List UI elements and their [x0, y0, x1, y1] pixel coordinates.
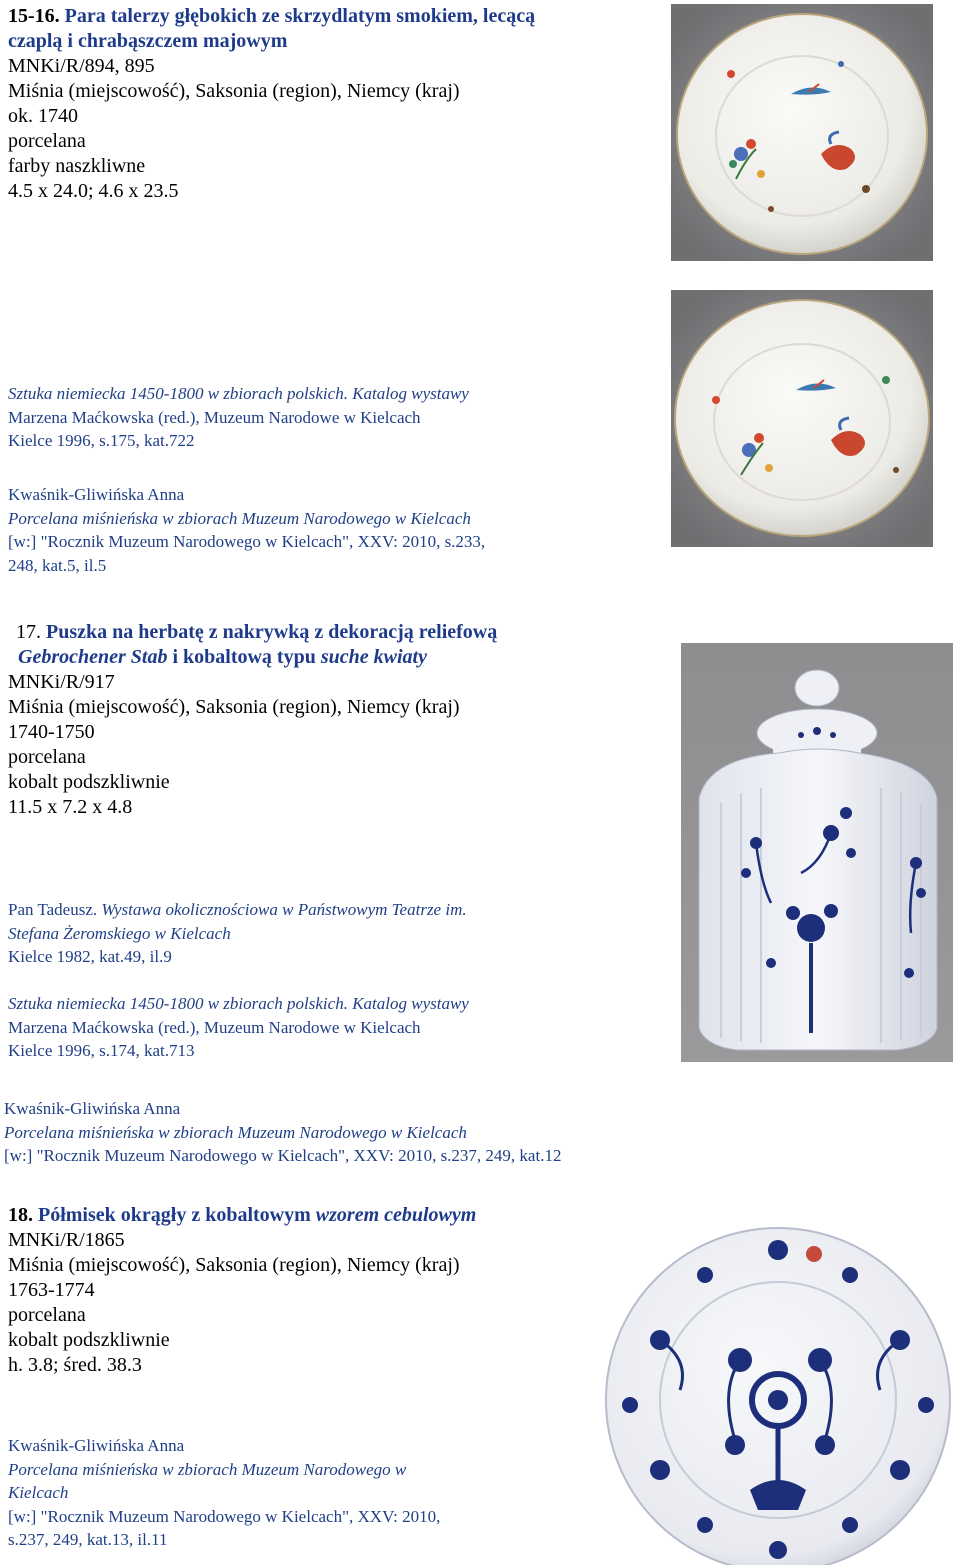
item-title-cont: Gebrochener Stab i kobaltową typu suche kwiaty — [18, 646, 427, 668]
item-title-cont: czaplą i chrabąszczem majowym — [8, 30, 288, 52]
ref-pages: Kielce 1996, s.174, kat.713 — [8, 1041, 195, 1060]
item-17-header — [16, 620, 497, 645]
place: Miśnia (miejscowość), Saksonia (region), Niemcy (kraj) — [8, 696, 460, 718]
ref-title-cont: Kielcach — [8, 1483, 69, 1502]
dimensions: h. 3.8; śred. 38.3 — [8, 1354, 142, 1376]
date: 1763-1774 — [8, 1279, 95, 1301]
technique: farby naszkliwne — [8, 155, 146, 177]
item-15-16-header — [8, 4, 535, 204]
reference-2 — [8, 992, 469, 1063]
ref-title: Sztuka niemiecka 1450-1800 w zbiorach polskich. Katalog wystawy — [8, 384, 469, 403]
item-title: 15-16. Para talerzy głębokich ze skrzydlatym smokiem, lecącą — [8, 5, 536, 27]
ref-source: [w:] "Rocznik Muzeum Narodowego w Kielcach", XXV: 2010, — [8, 1506, 441, 1526]
item-17-body — [8, 645, 460, 820]
ref-title: Porcelana miśnieńska w zbiorach Muzeum Narodowego w — [8, 1459, 407, 1479]
tea-caddy-image — [681, 643, 953, 1062]
dish-photo — [600, 1220, 955, 1565]
dimensions: 11.5 x 7.2 x 4.8 — [8, 796, 133, 818]
ref-pages: 248, kat.5, il.5 — [8, 555, 107, 575]
ref-author: Kwaśnik-Gliwińska Anna — [8, 485, 185, 504]
item-title: 17. Puszka na herbatę z nakrywką z dekoracją reliefową — [16, 621, 498, 643]
place: Miśnia (miejscowość), Saksonia (region), Niemcy (kraj) — [8, 80, 460, 102]
material: porcelana — [8, 130, 86, 152]
inventory-number: MNKi/R/917 — [8, 671, 115, 693]
ref-title: Porcelana miśnieńska w zbiorach Muzeum Narodowego w Kielcach — [4, 1122, 467, 1142]
item-title: 18. Półmisek okrągły z kobaltowym wzorem cebulowym — [8, 1204, 477, 1226]
plate-photo-2 — [671, 290, 933, 547]
date: ok. 1740 — [8, 105, 78, 127]
reference-1 — [8, 382, 469, 453]
ref-author: Kwaśnik-Gliwińska Anna — [8, 1436, 185, 1455]
ref-title: Sztuka niemiecka 1450-1800 w zbiorach polskich. Katalog wystawy — [8, 994, 469, 1013]
ref-source: [w:] "Rocznik Muzeum Narodowego w Kielcach", XXV: 2010, s.233, — [8, 532, 486, 551]
dish-image — [600, 1220, 955, 1565]
technique: kobalt podszkliwnie — [8, 771, 170, 793]
material: porcelana — [8, 746, 86, 768]
ref-title-line: Pan Tadeusz. Wystawa okolicznościowa w Państwowym Teatrze im. — [8, 900, 467, 919]
ref-author: Kwaśnik-Gliwińska Anna — [4, 1099, 181, 1118]
ref-title-cont: Stefana Żeromskiego w Kielcach — [8, 923, 231, 943]
plate-image — [671, 290, 933, 547]
plate-image — [671, 4, 933, 261]
dimensions: 4.5 x 24.0; 4.6 x 23.5 — [8, 180, 179, 202]
ref-pages: s.237, 249, kat.13, il.11 — [8, 1530, 168, 1549]
item-18-header — [8, 1203, 476, 1378]
plate-photo-1 — [671, 4, 933, 261]
ref-title: Porcelana miśnieńska w zbiorach Muzeum Narodowego w Kielcach — [8, 508, 471, 528]
ref-pages: Kielce 1996, s.175, kat.722 — [8, 431, 195, 450]
ref-editor: Marzena Maćkowska (red.), Muzeum Narodowe w Kielcach — [8, 1017, 421, 1037]
reference-3 — [4, 1097, 561, 1168]
material: porcelana — [8, 1304, 86, 1326]
reference-2 — [8, 483, 485, 577]
technique: kobalt podszkliwnie — [8, 1329, 170, 1351]
tea-caddy-photo — [681, 643, 953, 1062]
inventory-number: MNKi/R/894, 895 — [8, 55, 155, 77]
reference-1 — [8, 898, 467, 969]
ref-pages: Kielce 1982, kat.49, il.9 — [8, 947, 172, 966]
place: Miśnia (miejscowość), Saksonia (region), Niemcy (kraj) — [8, 1254, 460, 1276]
inventory-number: MNKi/R/1865 — [8, 1229, 125, 1251]
ref-source: [w:] "Rocznik Muzeum Narodowego w Kielcach", XXV: 2010, s.237, 249, kat.12 — [4, 1146, 562, 1165]
date: 1740-1750 — [8, 721, 95, 743]
ref-editor: Marzena Maćkowska (red.), Muzeum Narodowe w Kielcach — [8, 407, 421, 427]
reference-1 — [8, 1434, 440, 1552]
